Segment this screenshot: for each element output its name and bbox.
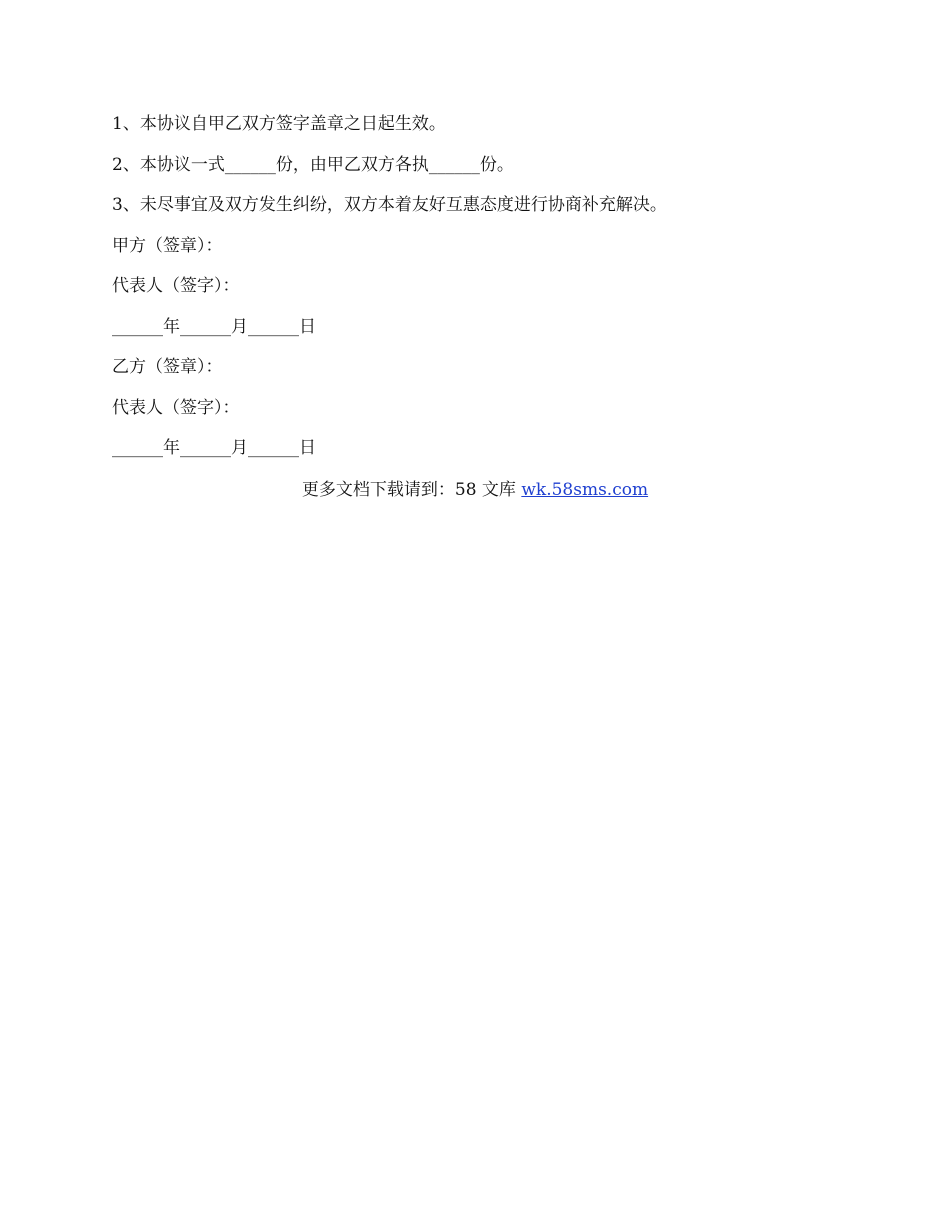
party-b-seal-label: 乙方（签章）： <box>112 357 223 377</box>
clause-1: 1、本协议自甲乙双方签字盖章之日起生效。 <box>112 114 446 134</box>
document-body <box>112 112 852 477</box>
party-a-seal-label: 甲方（签章）： <box>112 235 223 256</box>
party-a-date-line: ______年______月______日 <box>112 316 316 337</box>
party-b-date-line: ______年______月______日 <box>112 438 316 458</box>
clause-3: 3、未尽事宜及双方发生纠纷，双方本着友好互惠态度进行协商补充解决。 <box>112 195 667 215</box>
party-a-representative-label: 代表人（签字）： <box>112 276 240 296</box>
clause-2: 2、本协议一式______份，由甲乙双方各执______份。 <box>112 154 514 175</box>
footer-link[interactable]: wk.58sms.com <box>521 480 649 500</box>
download-footer <box>0 478 950 502</box>
footer-text: 更多文档下载请到：58 文库 <box>301 480 522 500</box>
party-b-representative-label: 代表人（签字）： <box>112 397 240 418</box>
